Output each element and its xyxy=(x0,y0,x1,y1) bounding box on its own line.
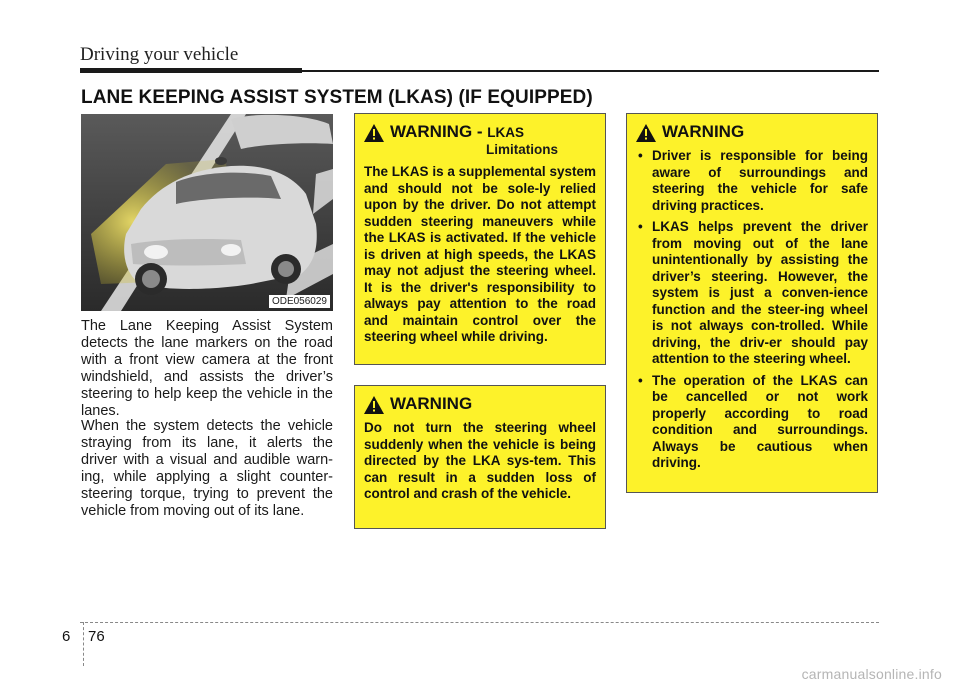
header-rule-thick xyxy=(80,68,302,73)
warning-triangle-icon xyxy=(364,396,384,414)
list-item: • LKAS helps prevent the driver from moving out of the lane unintentionally by assisting the driver’s steering. However, the system is just a conven-ience function and the steer-ing wheel is not always con-trolled. While driving, the driv-er should pay attention to the steering wheel. xyxy=(638,219,868,366)
warning-text: The LKAS is a supplemental system and should not be sole-ly relied upon by the driver. Do not attempt sudden steering maneuvers while the LKAS is activated. If the vehicle is driven at high speeds, the LKAS may not adjust the steering wheel. It is the driver's responsibility to always pay attention to the road and maintain control over the steering wheel while driving. xyxy=(364,164,596,344)
bullet-icon: • xyxy=(638,148,643,163)
warning-box-driver xyxy=(626,113,878,493)
section-title: LANE KEEPING ASSIST SYSTEM (LKAS) (IF EQUIPPED) xyxy=(81,87,593,108)
lkas-vehicle-illustration xyxy=(81,114,333,311)
warning-bullet-list xyxy=(636,148,868,472)
list-item: • Driver is responsible for being aware of surroundings and steering the vehicle for safe driving practices. xyxy=(638,148,868,213)
list-item: • The operation of the LKAS can be cancelled or not work properly according to road condition and surroundings. Always be cautious when driving. xyxy=(638,372,868,470)
footer-divider xyxy=(83,622,84,666)
warning-label: WARNING - xyxy=(390,122,488,141)
page-number: 76 xyxy=(88,628,105,645)
footer-rule xyxy=(80,622,879,623)
warning-label: WARNING xyxy=(662,122,745,141)
warning-subtitle-line2: Limitations xyxy=(486,142,559,157)
warning-triangle-icon xyxy=(636,124,656,142)
warning-box-steering xyxy=(354,385,606,529)
chapter-number: 6 xyxy=(62,628,71,645)
warning-box-limitations xyxy=(354,113,606,365)
warning-triangle-icon xyxy=(364,124,384,142)
bullet-icon: • xyxy=(638,219,643,234)
warning-subtitle-line1: LKAS xyxy=(487,125,525,140)
bullet-icon: • xyxy=(638,372,643,388)
figure-caption: ODE056029 xyxy=(269,295,330,308)
body-paragraph-1: The Lane Keeping Assist System detects the lane markers on the road with a front view camera at the front windshield, and assists the driver’s steering to help keep the vehicle in the lanes. xyxy=(81,318,333,419)
header-rule-thin xyxy=(302,70,879,72)
page-header-title: Driving your vehicle xyxy=(80,44,239,65)
warning-text: Do not turn the steering wheel suddenly when the vehicle is being directed by the LKA sys-tem. This can result in a sudden loss of control and crash of the vehicle. xyxy=(364,420,596,501)
watermark-link[interactable]: carmanualsonline.info xyxy=(801,666,942,682)
body-paragraph-2: When the system detects the vehicle straying from its lane, it alerts the driver with a visual and audible warn-ing, while applying a slight counter-steering torque, trying to prevent the vehicle from moving out of its lane. xyxy=(81,418,333,519)
warning-label: WARNING xyxy=(390,394,473,413)
